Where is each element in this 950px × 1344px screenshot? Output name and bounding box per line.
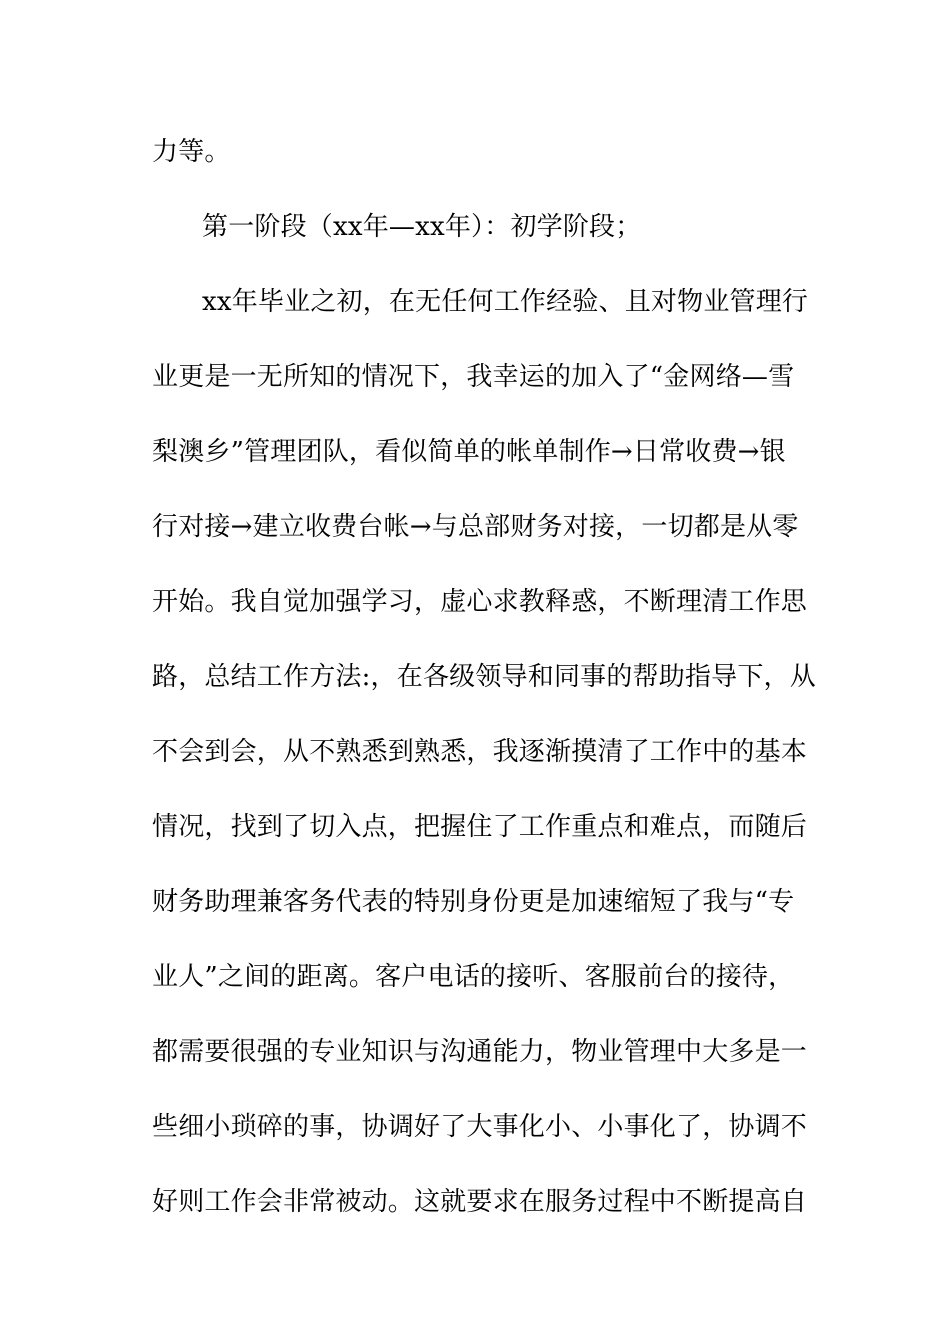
text-line: 行对接→建立收费台帐→与总部财务对接，一切都是从零 [152,512,799,542]
text-line: 梨澳乡”管理团队，看似简单的帐单制作→日常收费→银 [152,437,786,467]
text-line: 些细小琐碎的事，协调好了大事化小、小事化了，协调不 [152,1112,808,1142]
text-line: 开始。我自觉加强学习，虚心求教释惑，不断理清工作思 [152,587,808,617]
text-line: 情况，找到了切入点，把握住了工作重点和难点，而随后 [152,812,808,842]
text-line: xx年毕业之初，在无任何工作经验、且对物业管理行 [202,287,809,317]
text-line: 业人”之间的距离。客户电话的接听、客服前台的接待， [152,962,795,992]
text-line: 好则工作会非常被动。这就要求在服务过程中不断提高自 [152,1187,808,1217]
text-line: 力等。 [152,137,231,167]
text-line: 第一阶段（xx年—xx年）：初学阶段； [202,212,642,242]
text-line: 不会到会，从不熟悉到熟悉，我逐渐摸清了工作中的基本 [152,737,808,767]
text-line: 路，总结工作方法:，在各级领导和同事的帮助指导下，从 [152,662,816,692]
text-line: 业更是一无所知的情况下，我幸运的加入了“金网络—雪 [152,362,795,392]
text-line: 财务助理兼客务代表的特别身份更是加速缩短了我与“专 [152,887,795,917]
text-line: 都需要很强的专业知识与沟通能力，物业管理中大多是一 [152,1037,808,1067]
